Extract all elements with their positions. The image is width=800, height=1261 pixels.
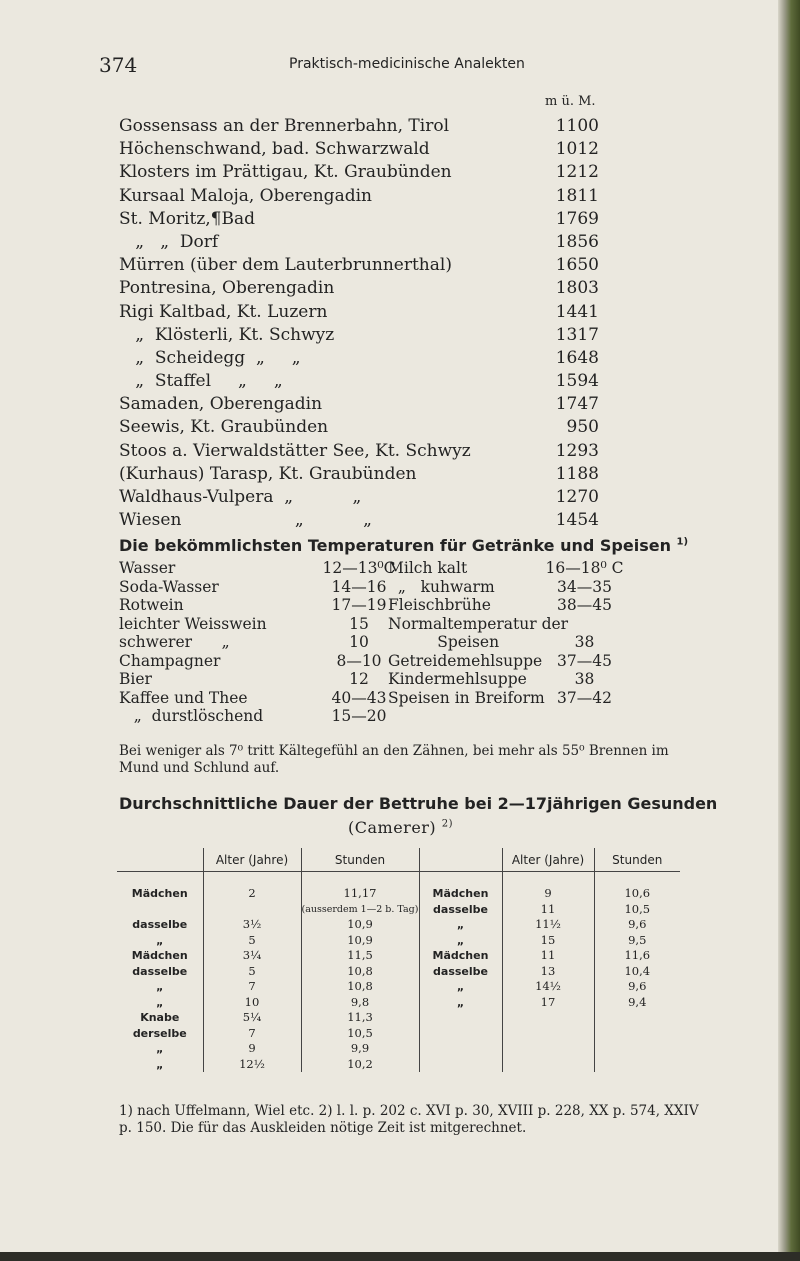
place-name: „ „ Dorf (119, 231, 219, 252)
drink-temperature: 15 (349, 614, 369, 633)
hours-value: 10,6 (594, 872, 680, 902)
hours-value (594, 1057, 680, 1073)
altitude-row (119, 254, 599, 277)
subject-label: Mädchen (419, 948, 502, 964)
subject-label (419, 1026, 502, 1042)
drink-temperature: 17—19 (331, 596, 387, 614)
hours-value: 9,8 (301, 995, 419, 1011)
temperature-row (119, 578, 653, 597)
age-value: 13 (502, 964, 594, 980)
subject-label: Mädchen (131, 949, 188, 962)
age-value: 7 (203, 1026, 301, 1042)
hours-value: 10,8 (301, 964, 419, 980)
drink-temperature: 10 (349, 633, 369, 651)
hours-value: 9,6 (594, 917, 680, 933)
altitude-value: 1650 (555, 255, 599, 276)
altitude-value: 1811 (555, 185, 599, 206)
place-name: Mürren (über dem Lauterbrunnerthal) (119, 255, 452, 276)
table-row (117, 948, 680, 964)
age-value: 5 (203, 964, 301, 980)
age-value (502, 1010, 594, 1026)
age-value: 11 (502, 902, 594, 918)
drink-name: Wasser (119, 559, 176, 577)
altitude-row (119, 277, 599, 300)
table-row (117, 964, 680, 980)
age-value: 3½ (203, 917, 301, 933)
place-name: „ Staffel „ „ (119, 371, 283, 392)
altitude-row (119, 370, 599, 393)
altitude-value: 1270 (555, 487, 599, 507)
food-temperature: 38 (574, 633, 595, 651)
subject-label: dasselbe (419, 964, 502, 980)
altitude-value: 1648 (555, 347, 599, 368)
page-number: 374 (99, 53, 138, 77)
temperature-row (119, 707, 653, 726)
hours-value: 9,5 (594, 933, 680, 949)
subject-label: Knabe (140, 1011, 180, 1024)
altitude-unit: m ü. M. (545, 94, 596, 109)
food-name: „ kuhwarm (388, 577, 495, 596)
subject-label (117, 902, 203, 918)
temperature-row (119, 689, 653, 708)
hours-value (594, 1010, 680, 1026)
running-head: Praktisch-medicinische Analekten (289, 56, 525, 72)
food-name: Speisen in Breiform (388, 688, 545, 707)
footnotes: 1) nach Uffelmann, Wiel etc. 2) l. l. p. 202 c. XVI p. 30, XVIII p. 228, XX p. 574, XXIV p. 150. Die für das Auskleiden nötige Zeit ist mitgerechnet. (119, 1103, 699, 1136)
altitude-value: 1856 (555, 231, 599, 252)
col-header-hours-2: Stunden (594, 848, 680, 872)
altitude-row (119, 416, 599, 439)
temperature-row (119, 559, 653, 578)
food-name: Milch kalt (388, 559, 468, 577)
age-value: 9 (203, 1041, 301, 1057)
altitude-row (119, 324, 599, 347)
altitude-value: 1012 (555, 139, 599, 160)
hours-value: 10,2 (301, 1057, 419, 1073)
table-row (117, 872, 680, 902)
subject-label: dasselbe (132, 964, 188, 978)
age-value (502, 1026, 594, 1042)
subject-label: „ (156, 1057, 164, 1071)
hours-value (594, 1041, 680, 1057)
drink-name: Bier (119, 670, 152, 688)
hours-value: 11,17 (301, 872, 419, 902)
hours-value: 11,3 (301, 1010, 419, 1026)
age-value: 10 (203, 995, 301, 1011)
altitude-row (119, 138, 599, 161)
subject-label: Mädchen (131, 887, 188, 900)
food-temperature: 37—42 (557, 688, 612, 707)
temperature-row (119, 670, 653, 689)
temperature-title: Die bekömmlichsten Temperaturen für Getränke und Speisen $^{1)}$ (119, 536, 689, 555)
food-temperature: 37—45 (557, 651, 612, 670)
altitude-value: 1317 (555, 324, 599, 345)
temperature-row (119, 633, 653, 652)
col-header-age-1: Alter (Jahre) (203, 848, 301, 872)
age-value (203, 902, 301, 918)
subject-label: dasselbe (419, 902, 502, 918)
page-header (0, 53, 800, 77)
hours-value: 11,6 (594, 948, 680, 964)
col-header-age-2: Alter (Jahre) (502, 848, 594, 872)
food-temperature: 34—35 (557, 577, 612, 596)
age-value: 11½ (502, 917, 594, 933)
hours-value: 10,5 (301, 1026, 419, 1042)
altitude-list (119, 115, 599, 532)
age-value: 11 (502, 948, 594, 964)
food-temperature: 38—45 (557, 596, 612, 614)
hours-value: 10,5 (594, 902, 680, 918)
drink-temperature: 12 (349, 670, 369, 688)
place-name: St. Moritz,¶Bad (119, 208, 256, 229)
drink-temperature: 40—43 (331, 688, 387, 707)
drink-temperature: 8—10 (336, 651, 382, 670)
age-value: 7 (203, 979, 301, 995)
altitude-value: 1594 (555, 371, 599, 392)
table-row (117, 917, 680, 933)
altitude-row (119, 486, 599, 509)
place-name: Klosters im Prättigau, Kt. Graubünden (119, 162, 452, 183)
age-value: 2 (203, 872, 301, 902)
subject-label: „ (419, 917, 502, 933)
altitude-row (119, 440, 599, 463)
hours-value: (ausserdem 1—2 b. Tag) (301, 902, 419, 918)
drink-name: Champagner (119, 651, 221, 670)
place-name: Samaden, Oberengadin (119, 394, 323, 415)
food-name: Normaltemperatur der (388, 614, 569, 633)
table-row (117, 1010, 680, 1026)
subject-label: „ (419, 933, 502, 949)
table-row (117, 1041, 680, 1057)
temperature-note: Bei weniger als 7⁰ tritt Kältegefühl an den Zähnen, bei mehr als 55⁰ Brennen im Mund und Schlund auf. (119, 743, 669, 776)
subject-label: „ (156, 1042, 164, 1055)
drink-name: Kaffee und Thee (119, 688, 248, 707)
altitude-value: 1769 (555, 208, 599, 229)
hours-value: 10,4 (594, 964, 680, 980)
subject-label (419, 1041, 502, 1057)
hours-value: 11,5 (301, 948, 419, 964)
altitude-row (119, 463, 599, 486)
hours-value (594, 1026, 680, 1042)
place-name: Höchenschwand, bad. Schwarzwald (119, 139, 430, 160)
altitude-value: 1212 (555, 162, 599, 183)
table-row (117, 933, 680, 949)
altitude-row (119, 393, 599, 416)
place-name: (Kurhaus) Tarasp, Kt. Graubünden (119, 463, 417, 484)
subject-label: „ (156, 980, 164, 993)
temperature-table (119, 559, 653, 726)
subject-label: dasselbe (132, 918, 188, 931)
page-edge-shadow (778, 0, 800, 1261)
drink-name: Rotwein (119, 596, 184, 614)
age-value: 5¼ (203, 1010, 301, 1026)
altitude-row (119, 185, 599, 208)
sleep-duration-table (117, 848, 680, 1072)
drink-name: schwerer „ (119, 633, 230, 651)
altitude-value: 1293 (555, 440, 599, 461)
place-name: Pontresina, Oberengadin (119, 278, 335, 299)
altitude-row (119, 347, 599, 370)
altitude-value: 950 (566, 417, 599, 438)
altitude-value: 1441 (555, 301, 599, 322)
drink-temperature: 12—13⁰C (322, 559, 396, 577)
altitude-value: 1188 (555, 463, 599, 484)
hours-value: 9,9 (301, 1041, 419, 1057)
age-value: 9 (502, 872, 594, 902)
altitude-row (119, 301, 599, 324)
place-name: Gossensass an der Brennerbahn, Tirol (119, 116, 450, 136)
age-value: 3¼ (203, 948, 301, 964)
drink-name: „ durstlöschend (119, 707, 264, 725)
drink-name: leichter Weisswein (119, 614, 267, 633)
place-name: „ Scheidegg „ „ (119, 347, 301, 368)
hours-value: 9,6 (594, 979, 680, 995)
subject-label (419, 1057, 502, 1073)
temperature-row (119, 596, 653, 615)
hours-value: 10,9 (301, 917, 419, 933)
duration-title: Durchschnittliche Dauer der Bettruhe bei 2—17jährigen Gesunden (119, 794, 718, 813)
subject-label: Mädchen (419, 872, 502, 902)
drink-temperature: 15—20 (331, 707, 387, 725)
table-row (117, 1057, 680, 1073)
subject-label (419, 1010, 502, 1026)
food-temperature: 16—18⁰ C (545, 559, 624, 577)
altitude-row (119, 231, 599, 254)
altitude-value: 1454 (555, 510, 599, 531)
altitude-row (119, 161, 599, 184)
subject-label: derselbe (132, 1026, 187, 1040)
age-value (502, 1057, 594, 1073)
hours-value: 10,9 (301, 933, 419, 949)
altitude-value: 1747 (555, 394, 599, 415)
col-header-hours-1: Stunden (301, 848, 419, 872)
food-temperature: 38 (574, 670, 595, 688)
food-name: Getreidemehlsuppe (388, 651, 543, 670)
altitude-value: 1100 (555, 116, 599, 136)
subject-label: „ (419, 995, 502, 1011)
subject-label: „ (419, 979, 502, 995)
hours-value: 10,8 (301, 979, 419, 995)
altitude-row (119, 509, 599, 532)
altitude-value: 1803 (555, 278, 599, 299)
scan-bottom-border (0, 1252, 800, 1261)
table-row (117, 995, 680, 1011)
altitude-row (119, 115, 599, 138)
temperature-row (119, 615, 653, 634)
food-name: Speisen (388, 633, 500, 651)
table-row (117, 1026, 680, 1042)
place-name: Kursaal Maloja, Oberengadin (119, 185, 372, 206)
place-name: Rigi Kaltbad, Kt. Luzern (119, 301, 328, 322)
temperature-row (119, 652, 653, 671)
drink-name: Soda-Wasser (119, 577, 219, 596)
subject-label: „ (156, 995, 164, 1009)
place-name: Wiesen „ „ (119, 510, 372, 531)
age-value: 15 (502, 933, 594, 949)
place-name: Waldhaus-Vulpera „ „ (119, 487, 362, 507)
table-row (117, 979, 680, 995)
place-name: „ Klösterli, Kt. Schwyz (119, 324, 335, 345)
food-name: Kindermehlsuppe (388, 670, 527, 688)
drink-temperature: 14—16 (331, 577, 387, 596)
table-row (117, 902, 680, 918)
food-name: Fleischbrühe (388, 596, 491, 614)
duration-subtitle: (Camerer) $^{2)}$ (348, 818, 454, 837)
age-value: 14½ (502, 979, 594, 995)
age-value: 5 (203, 933, 301, 949)
age-value (502, 1041, 594, 1057)
hours-value: 9,4 (594, 995, 680, 1011)
table-header-row (117, 848, 680, 872)
altitude-row (119, 208, 599, 231)
place-name: Seewis, Kt. Graubünden (119, 417, 329, 438)
age-value: 12½ (203, 1057, 301, 1073)
age-value: 17 (502, 995, 594, 1011)
subject-label: „ (156, 933, 164, 947)
place-name: Stoos a. Vierwaldstätter See, Kt. Schwyz (119, 440, 471, 461)
